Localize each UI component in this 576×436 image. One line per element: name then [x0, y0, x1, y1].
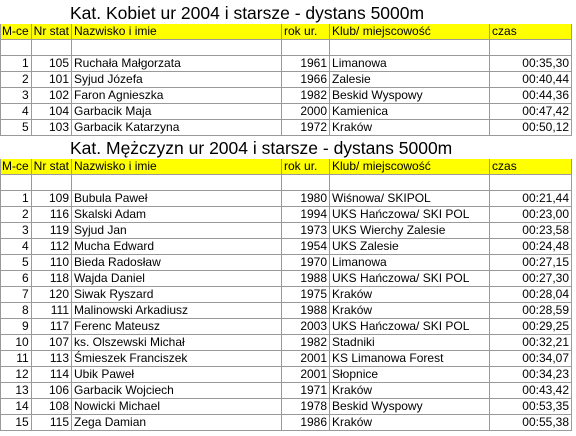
birth-year-cell: 2000: [282, 104, 330, 120]
bib-number-cell: 108: [31, 399, 71, 415]
club-cell: Kamienica: [330, 104, 490, 120]
club-cell: Wiśnowa/ SKIPOL: [330, 191, 490, 207]
birth-year-cell: 1971: [282, 383, 330, 399]
header-name: Nazwisko i imie: [72, 159, 282, 175]
header-place: M-ce: [1, 24, 32, 40]
club-cell: UKS Hańczowa/ SKI POL: [330, 207, 490, 223]
empty-cell: [31, 175, 71, 191]
club-cell: Beskid Wyspowy: [330, 88, 490, 104]
birth-year-cell: 1980: [282, 191, 330, 207]
birth-year-cell: 1982: [282, 335, 330, 351]
name-cell: ks. Olszewski Michał: [72, 335, 282, 351]
place-cell: 13: [1, 383, 32, 399]
result-row: [1, 367, 572, 383]
birth-year-cell: 1988: [282, 271, 330, 287]
result-row: [1, 271, 572, 287]
time-cell: 00:23,00: [490, 207, 572, 223]
time-cell: 00:23,58: [490, 223, 572, 239]
empty-cell: [490, 40, 572, 56]
name-cell: Garbacik Katarzyna: [72, 120, 282, 136]
time-cell: 00:28,04: [490, 287, 572, 303]
result-row: [1, 383, 572, 399]
bib-number-cell: 116: [31, 207, 71, 223]
name-cell: Wajda Daniel: [72, 271, 282, 287]
birth-year-cell: 1970: [282, 255, 330, 271]
empty-cell: [490, 175, 572, 191]
club-cell: Kraków: [330, 415, 490, 431]
bib-number-cell: 119: [31, 223, 71, 239]
name-cell: Ferenc Mateusz: [72, 319, 282, 335]
result-row: [1, 120, 572, 136]
bib-number-cell: 110: [31, 255, 71, 271]
bib-number-cell: 115: [31, 415, 71, 431]
header-time: czas: [490, 159, 572, 175]
time-cell: 00:34,07: [490, 351, 572, 367]
empty-cell: [330, 40, 490, 56]
place-cell: 2: [1, 72, 32, 88]
empty-cell: [1, 40, 32, 56]
empty-cell: [72, 40, 282, 56]
place-cell: 9: [1, 319, 32, 335]
place-cell: 14: [1, 399, 32, 415]
place-cell: 1: [1, 56, 32, 72]
result-row: [1, 239, 572, 255]
place-cell: 5: [1, 255, 32, 271]
time-cell: 00:53,35: [490, 399, 572, 415]
time-cell: 00:27,30: [490, 271, 572, 287]
club-cell: Beskid Wyspowy: [330, 399, 490, 415]
birth-year-cell: 2001: [282, 351, 330, 367]
header-row: [1, 24, 572, 40]
place-cell: 4: [1, 239, 32, 255]
birth-year-cell: 2001: [282, 367, 330, 383]
place-cell: 12: [1, 367, 32, 383]
name-cell: Zega Damian: [72, 415, 282, 431]
time-cell: 00:28,59: [490, 303, 572, 319]
header-club: Klub/ miejscowość: [330, 159, 490, 175]
bib-number-cell: 118: [31, 271, 71, 287]
time-cell: 00:47,42: [490, 104, 572, 120]
club-cell: Kraków: [330, 287, 490, 303]
place-cell: 15: [1, 415, 32, 431]
birth-year-cell: 1966: [282, 72, 330, 88]
name-cell: Ubik Paweł: [72, 367, 282, 383]
place-cell: 8: [1, 303, 32, 319]
place-cell: 4: [1, 104, 32, 120]
club-cell: Stadniki: [330, 335, 490, 351]
name-cell: Syjud Jan: [72, 223, 282, 239]
result-row: [1, 287, 572, 303]
empty-cell: [282, 175, 330, 191]
header-place: M-ce: [1, 159, 32, 175]
header-row: [1, 159, 572, 175]
birth-year-cell: 1973: [282, 223, 330, 239]
place-cell: 2: [1, 207, 32, 223]
bib-number-cell: 102: [31, 88, 71, 104]
birth-year-cell: 1961: [282, 56, 330, 72]
birth-year-cell: 2003: [282, 319, 330, 335]
club-cell: UKS Hańczowa/ SKI POL: [330, 271, 490, 287]
place-cell: 10: [1, 335, 32, 351]
place-cell: 5: [1, 120, 32, 136]
name-cell: Malinowski Arkadiusz: [72, 303, 282, 319]
result-row: [1, 351, 572, 367]
women-results-table: [0, 24, 572, 136]
name-cell: Śmieszek Franciszek: [72, 351, 282, 367]
header-club: Klub/ miejscowość: [330, 24, 490, 40]
birth-year-cell: 1994: [282, 207, 330, 223]
result-row: [1, 303, 572, 319]
bib-number-cell: 106: [31, 383, 71, 399]
time-cell: 00:55,38: [490, 415, 572, 431]
empty-cell: [31, 40, 71, 56]
club-cell: Limanowa: [330, 56, 490, 72]
place-cell: 3: [1, 88, 32, 104]
empty-cell: [282, 40, 330, 56]
club-cell: UKS Wierchy Zalesie: [330, 223, 490, 239]
time-cell: 00:34,23: [490, 367, 572, 383]
birth-year-cell: 1975: [282, 287, 330, 303]
result-row: [1, 399, 572, 415]
bib-number-cell: 112: [31, 239, 71, 255]
header-name: Nazwisko i imie: [72, 24, 282, 40]
result-row: [1, 223, 572, 239]
birth-year-cell: 1986: [282, 415, 330, 431]
name-cell: Bieda Radosław: [72, 255, 282, 271]
club-cell: Limanowa: [330, 255, 490, 271]
time-cell: 00:44,36: [490, 88, 572, 104]
time-cell: 00:40,44: [490, 72, 572, 88]
place-cell: 3: [1, 223, 32, 239]
name-cell: Garbacik Maja: [72, 104, 282, 120]
result-row: [1, 191, 572, 207]
time-cell: 00:32,21: [490, 335, 572, 351]
header-bib-number: Nr stat: [31, 159, 71, 175]
result-row: [1, 415, 572, 431]
men-results-table: [0, 159, 572, 431]
bib-number-cell: 109: [31, 191, 71, 207]
empty-cell: [1, 175, 32, 191]
result-row: [1, 335, 572, 351]
club-cell: Kraków: [330, 383, 490, 399]
result-row: [1, 207, 572, 223]
name-cell: Syjud Józefa: [72, 72, 282, 88]
men-category-title: Kat. Mężczyzn ur 2004 i starsze - dystans 5000m: [70, 138, 453, 158]
bib-number-cell: 105: [31, 56, 71, 72]
result-row: [1, 56, 572, 72]
bib-number-cell: 101: [31, 72, 71, 88]
club-cell: KS Limanowa Forest: [330, 351, 490, 367]
club-cell: Słopnice: [330, 367, 490, 383]
time-cell: 00:50,12: [490, 120, 572, 136]
spacer-row: [1, 175, 572, 191]
birth-year-cell: 1954: [282, 239, 330, 255]
time-cell: 00:35,30: [490, 56, 572, 72]
bib-number-cell: 111: [31, 303, 71, 319]
bib-number-cell: 117: [31, 319, 71, 335]
spacer-row: [1, 40, 572, 56]
header-birth-year: rok ur.: [282, 24, 330, 40]
place-cell: 11: [1, 351, 32, 367]
club-cell: Kraków: [330, 303, 490, 319]
result-row: [1, 104, 572, 120]
empty-cell: [330, 175, 490, 191]
empty-cell: [72, 175, 282, 191]
bib-number-cell: 120: [31, 287, 71, 303]
time-cell: 00:29,25: [490, 319, 572, 335]
birth-year-cell: 1982: [282, 88, 330, 104]
name-cell: Ruchała Małgorzata: [72, 56, 282, 72]
name-cell: Nowicki Michael: [72, 399, 282, 415]
time-cell: 00:27,15: [490, 255, 572, 271]
name-cell: Skalski Adam: [72, 207, 282, 223]
birth-year-cell: 1978: [282, 399, 330, 415]
result-row: [1, 72, 572, 88]
header-bib-number: Nr stat: [31, 24, 71, 40]
women-category-title: Kat. Kobiet ur 2004 i starsze - dystans 5000m: [70, 3, 425, 23]
header-time: czas: [490, 24, 572, 40]
club-cell: UKS Zalesie: [330, 239, 490, 255]
name-cell: Garbacik Wojciech: [72, 383, 282, 399]
result-row: [1, 255, 572, 271]
bib-number-cell: 103: [31, 120, 71, 136]
place-cell: 7: [1, 287, 32, 303]
time-cell: 00:21,44: [490, 191, 572, 207]
club-cell: UKS Hańczowa/ SKI POL: [330, 319, 490, 335]
bib-number-cell: 113: [31, 351, 71, 367]
header-birth-year: rok ur.: [282, 159, 330, 175]
name-cell: Bubula Paweł: [72, 191, 282, 207]
club-cell: Zalesie: [330, 72, 490, 88]
place-cell: 6: [1, 271, 32, 287]
birth-year-cell: 1988: [282, 303, 330, 319]
name-cell: Siwak Ryszard: [72, 287, 282, 303]
bib-number-cell: 107: [31, 335, 71, 351]
result-row: [1, 88, 572, 104]
time-cell: 00:43,42: [490, 383, 572, 399]
result-row: [1, 319, 572, 335]
bib-number-cell: 114: [31, 367, 71, 383]
name-cell: Mucha Edward: [72, 239, 282, 255]
birth-year-cell: 1972: [282, 120, 330, 136]
time-cell: 00:24,48: [490, 239, 572, 255]
name-cell: Faron Agnieszka: [72, 88, 282, 104]
club-cell: Kraków: [330, 120, 490, 136]
place-cell: 1: [1, 191, 32, 207]
bib-number-cell: 104: [31, 104, 71, 120]
